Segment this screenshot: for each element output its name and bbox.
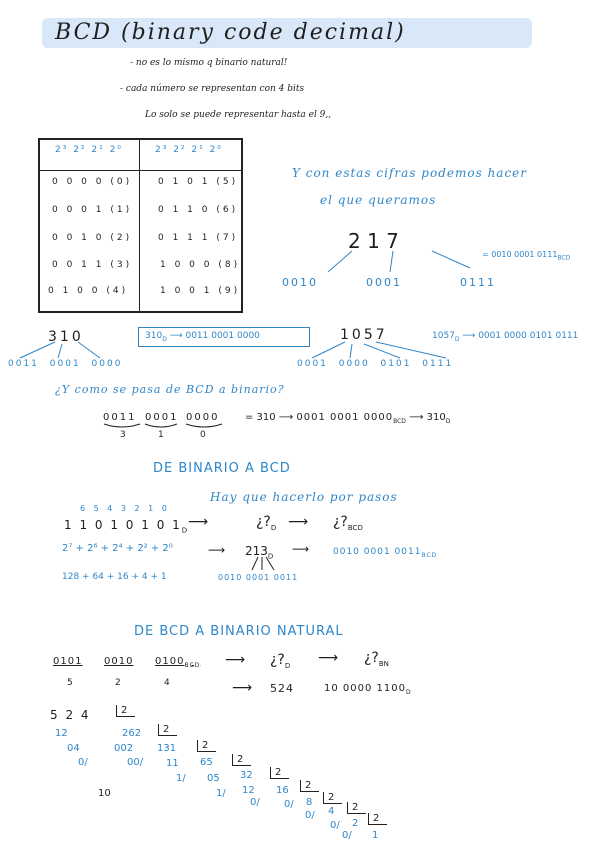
arrow-310-b xyxy=(58,344,62,358)
d-subscript: D xyxy=(405,689,412,696)
brace-0000 xyxy=(186,424,222,427)
step-04: 04 xyxy=(67,743,80,754)
question-bn: ¿$?_{BN}$ xyxy=(364,650,389,668)
d-subscript: D xyxy=(267,552,274,561)
arrow-icon: ⟶ xyxy=(188,514,209,530)
heading-binario-a-bcd: DE BINARIO A BCD xyxy=(153,461,291,476)
step-262: 262 xyxy=(122,728,142,739)
arrow-icon: ⟶ xyxy=(208,543,226,557)
bcd-subscript: BCD xyxy=(347,523,363,532)
divisor-4: 2 xyxy=(270,767,289,779)
table-header-left: 2³ 2² 2¹ 2⁰ xyxy=(55,145,123,155)
table-row-right-0: 0 1 0 1 (5) xyxy=(158,177,239,187)
arrow-icon: ⟶ xyxy=(318,650,339,666)
d-subscript: D xyxy=(454,335,460,343)
arrow-icon: ⟶ xyxy=(462,331,476,341)
example-217-line2: el que queramos xyxy=(320,193,437,207)
table-row-right-1: 0 1 1 0 (6) xyxy=(158,205,239,215)
binary-number: 1 1 0 1 0 1 0 $1_D$ xyxy=(64,518,190,535)
powers-sum: 2⁷ + 2⁶ + 2⁴ + 2² + 2⁰ xyxy=(62,543,173,554)
arrow-1-to-code xyxy=(390,251,393,272)
bcd-group-5: 0101 xyxy=(53,656,83,667)
table-row-left-0: 0 0 0 0 (0) xyxy=(52,177,133,187)
bcd-group-0: 0011 xyxy=(103,412,137,423)
d-subscript: D xyxy=(270,523,277,532)
example-217-code-1: 0001 xyxy=(366,276,402,289)
digit-4: 4 xyxy=(164,678,170,688)
decimal-213: $213_D$ xyxy=(245,544,274,561)
sum-codes: 0010 0001 0011 xyxy=(218,573,299,582)
step-2: 2 xyxy=(352,818,359,829)
stray-10: 10 xyxy=(98,788,111,799)
note-3: Lo solo se puede representar hasta el 9,, xyxy=(145,110,332,120)
example-217-result: = 0010 0001 $0111_{BCD}$ xyxy=(482,250,571,262)
bcd-group-1: 0001 xyxy=(145,412,179,423)
step-8: 8 xyxy=(306,797,313,808)
question-bcd: ¿$?_{BCD}$ xyxy=(333,514,363,532)
arrow-icon: ⟶ xyxy=(225,652,246,668)
bcd-subscript: BCD xyxy=(393,418,406,425)
example-217-code-2: 0010 xyxy=(282,276,318,289)
divisor-0: 2 xyxy=(116,705,135,717)
step-05: 05 xyxy=(207,773,220,784)
divisor-2: 2 xyxy=(197,740,216,752)
example-217-code-7: 0111 xyxy=(460,276,496,289)
divisor-1: 2 xyxy=(158,724,177,736)
step-1b: 1/ xyxy=(216,788,226,799)
bcd-subscript: BCD xyxy=(184,662,201,669)
d-subscript: D xyxy=(445,418,451,425)
step-12: 12 xyxy=(55,728,68,739)
arrow-310-c xyxy=(78,342,100,358)
step-1a: 1/ xyxy=(176,773,186,784)
bcd-group-2: 0000 xyxy=(186,412,220,423)
bcd-to-bin-result: = 310 ⟶ 0001 0001 $0000_{BCD}$ ⟶ $310_D$ xyxy=(245,412,451,425)
table-header-right: 2³ 2² 2¹ 2⁰ xyxy=(155,145,223,155)
binary-524: 10 0000 $1100_D$ xyxy=(324,683,412,696)
note-1: - no es lo mismo q binario natural! xyxy=(130,58,288,68)
arrow-icon: ⟶ xyxy=(292,542,310,556)
table-row-right-2: 0 1 1 1 (7) xyxy=(158,233,239,243)
example-310-boxed-result: 0011 0001 0000 xyxy=(185,331,260,341)
arrow-icon: ⟶ xyxy=(169,331,183,341)
bcd-digit-1: 1 xyxy=(158,430,164,440)
step-0d: 0/ xyxy=(305,810,315,821)
arrow-7-to-code xyxy=(432,251,470,268)
example-1057-right: $1057_D$ ⟶ 0001 0000 0101 0111 xyxy=(432,331,579,343)
divisor-7: 2 xyxy=(347,802,366,814)
bcd-digit-2: 0 xyxy=(200,430,206,440)
bcd-subscript: BCD xyxy=(557,254,571,262)
digit-5: 5 xyxy=(67,678,73,688)
arrow-icon: ⟶ xyxy=(409,412,424,423)
step-16: 16 xyxy=(276,785,289,796)
brace-0011 xyxy=(104,424,140,427)
step-1: 1 xyxy=(372,830,379,841)
example-1057-number: 1057 xyxy=(340,327,388,343)
exponents: 6 5 4 3 2 1 0 xyxy=(80,504,170,513)
tick-213-c xyxy=(266,557,274,570)
arrow-2-to-code xyxy=(328,251,352,272)
table-row-right-3: 1 0 0 0 (8) xyxy=(160,260,241,270)
example-1057-right-result: 0001 0000 0101 0111 xyxy=(478,331,579,341)
table-row-left-4: 0 1 0 0 (4) xyxy=(48,286,129,296)
divisor-8: 2 xyxy=(368,813,387,825)
arrow-310-a xyxy=(20,342,55,358)
bcd-digit-0: 3 xyxy=(120,430,126,440)
arrow-icon: ⟶ xyxy=(288,514,309,530)
table-row-left-1: 0 0 0 1 (1) xyxy=(52,205,133,215)
example-217-line1: Y con estas cifras podemos hacer xyxy=(292,166,528,180)
decimal-524: 524 xyxy=(270,682,294,695)
step-0b: 0/ xyxy=(250,797,260,808)
step-12b: 12 xyxy=(242,785,255,796)
step-002: 002 xyxy=(114,743,134,754)
step-00a: 00/ xyxy=(127,757,144,768)
step-0c: 0/ xyxy=(284,799,294,810)
brace-0001 xyxy=(145,424,177,427)
arrow-icon: ⟶ xyxy=(278,412,294,423)
table-row-left-2: 0 0 1 0 (2) xyxy=(52,233,133,243)
bcd-subscript: BCD xyxy=(421,551,438,559)
step-4: 4 xyxy=(328,806,335,817)
step-65: 65 xyxy=(200,757,213,768)
tick-213-a xyxy=(252,557,258,570)
decimal-213-bcd: 0010 0001 $0011_{BCD}$ xyxy=(333,547,438,559)
step-0e: 0/ xyxy=(330,820,340,831)
d-subscript: D xyxy=(162,335,167,343)
arrow-1057-a xyxy=(312,342,345,358)
step-11: 11 xyxy=(166,758,179,769)
subtitle-por-pasos: Hay que hacerlo por pasos xyxy=(210,490,398,504)
arrow-1057-b xyxy=(350,344,352,358)
step-0a: 0/ xyxy=(78,757,88,768)
note-2: - cada número se representan con 4 bits xyxy=(120,84,305,94)
question-d: ¿$?_D$ xyxy=(256,514,277,532)
weights-sum: 128 + 64 + 16 + 4 + 1 xyxy=(62,572,167,582)
bn-subscript: BN xyxy=(378,659,389,668)
step-32: 32 xyxy=(240,770,253,781)
question-d-2: ¿$?_D$ xyxy=(270,652,291,670)
example-1057-codes: 0001 0000 0101 0111 xyxy=(297,359,454,369)
bcd-group-2b: 0010 xyxy=(104,656,134,667)
question-bcd-to-binary: ¿Y como se pasa de BCD a binario? xyxy=(55,383,285,396)
page-title: BCD (binary code decimal) xyxy=(55,20,406,45)
table-row-right-4: 1 0 0 1 (9) xyxy=(160,286,241,296)
divisor-3: 2 xyxy=(232,754,251,766)
step-131: 131 xyxy=(157,743,177,754)
example-310-codes: 0011 0001 0000 xyxy=(8,359,123,369)
table-row-left-3: 0 0 1 1 (3) xyxy=(52,260,133,270)
arrow-1057-d xyxy=(376,342,446,358)
digit-2: 2 xyxy=(115,678,121,688)
d-subscript: D xyxy=(284,661,291,670)
arrow-icon: ⟶ xyxy=(232,680,253,696)
heading-bcd-a-binario: DE BCD A BINARIO NATURAL xyxy=(134,624,344,639)
step-0f: 0/ xyxy=(342,830,352,841)
example-310-number: 310 xyxy=(48,329,84,345)
divisor-5: 2 xyxy=(300,780,319,792)
example-310-boxed: $310_D$ ⟶ 0011 0001 0000 xyxy=(145,331,260,343)
example-217-digits: 2 1 7 xyxy=(348,229,399,253)
d-subscript: D xyxy=(181,526,190,535)
dividend-524: 5 2 4 xyxy=(50,708,91,722)
bcd-group-4: $0100_{BCD}$ xyxy=(155,656,201,669)
divisor-6: 2 xyxy=(323,792,342,804)
